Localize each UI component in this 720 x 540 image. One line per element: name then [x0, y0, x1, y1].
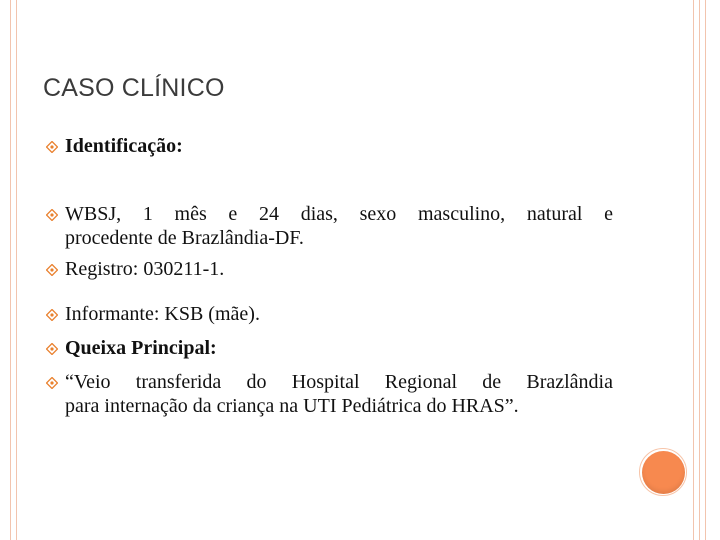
right-border-line [705, 0, 706, 540]
bullet-queixa-text-line2: para internação da criança na UTI Pediátrica do HRAS”. [65, 395, 519, 417]
left-border-line [16, 0, 17, 540]
diamond-bullet-icon [46, 309, 58, 321]
bullet-patient-info-line2: procedente de Brazlândia-DF. [65, 227, 304, 249]
right-border-line [693, 0, 694, 540]
bullet-queixa-principal: Queixa Principal: [65, 337, 217, 359]
bullet-informante: Informante: KSB (mãe). [65, 303, 260, 325]
bullet-registro: Registro: 030211-1. [65, 258, 225, 280]
decorative-orange-circle [642, 451, 685, 494]
bullet-patient-info [65, 202, 613, 250]
bullet-identificacao: Identificação: [65, 135, 183, 157]
diamond-bullet-icon [46, 209, 58, 221]
bullet-queixa-text [65, 370, 613, 418]
bullet-queixa-text-line1: “Veio transferida do Hospital Regional de Brazlândia [65, 371, 613, 393]
bullet-patient-info-line1: WBSJ, 1 mês e 24 dias, sexo masculino, natural e [65, 203, 613, 225]
diamond-bullet-icon [46, 377, 58, 389]
left-border-line [10, 0, 11, 540]
diamond-bullet-icon [46, 141, 58, 153]
right-border-line [699, 0, 700, 540]
diamond-bullet-icon [46, 264, 58, 276]
diamond-bullet-icon [46, 343, 58, 355]
slide-title: CASO CLÍNICO [43, 74, 225, 102]
